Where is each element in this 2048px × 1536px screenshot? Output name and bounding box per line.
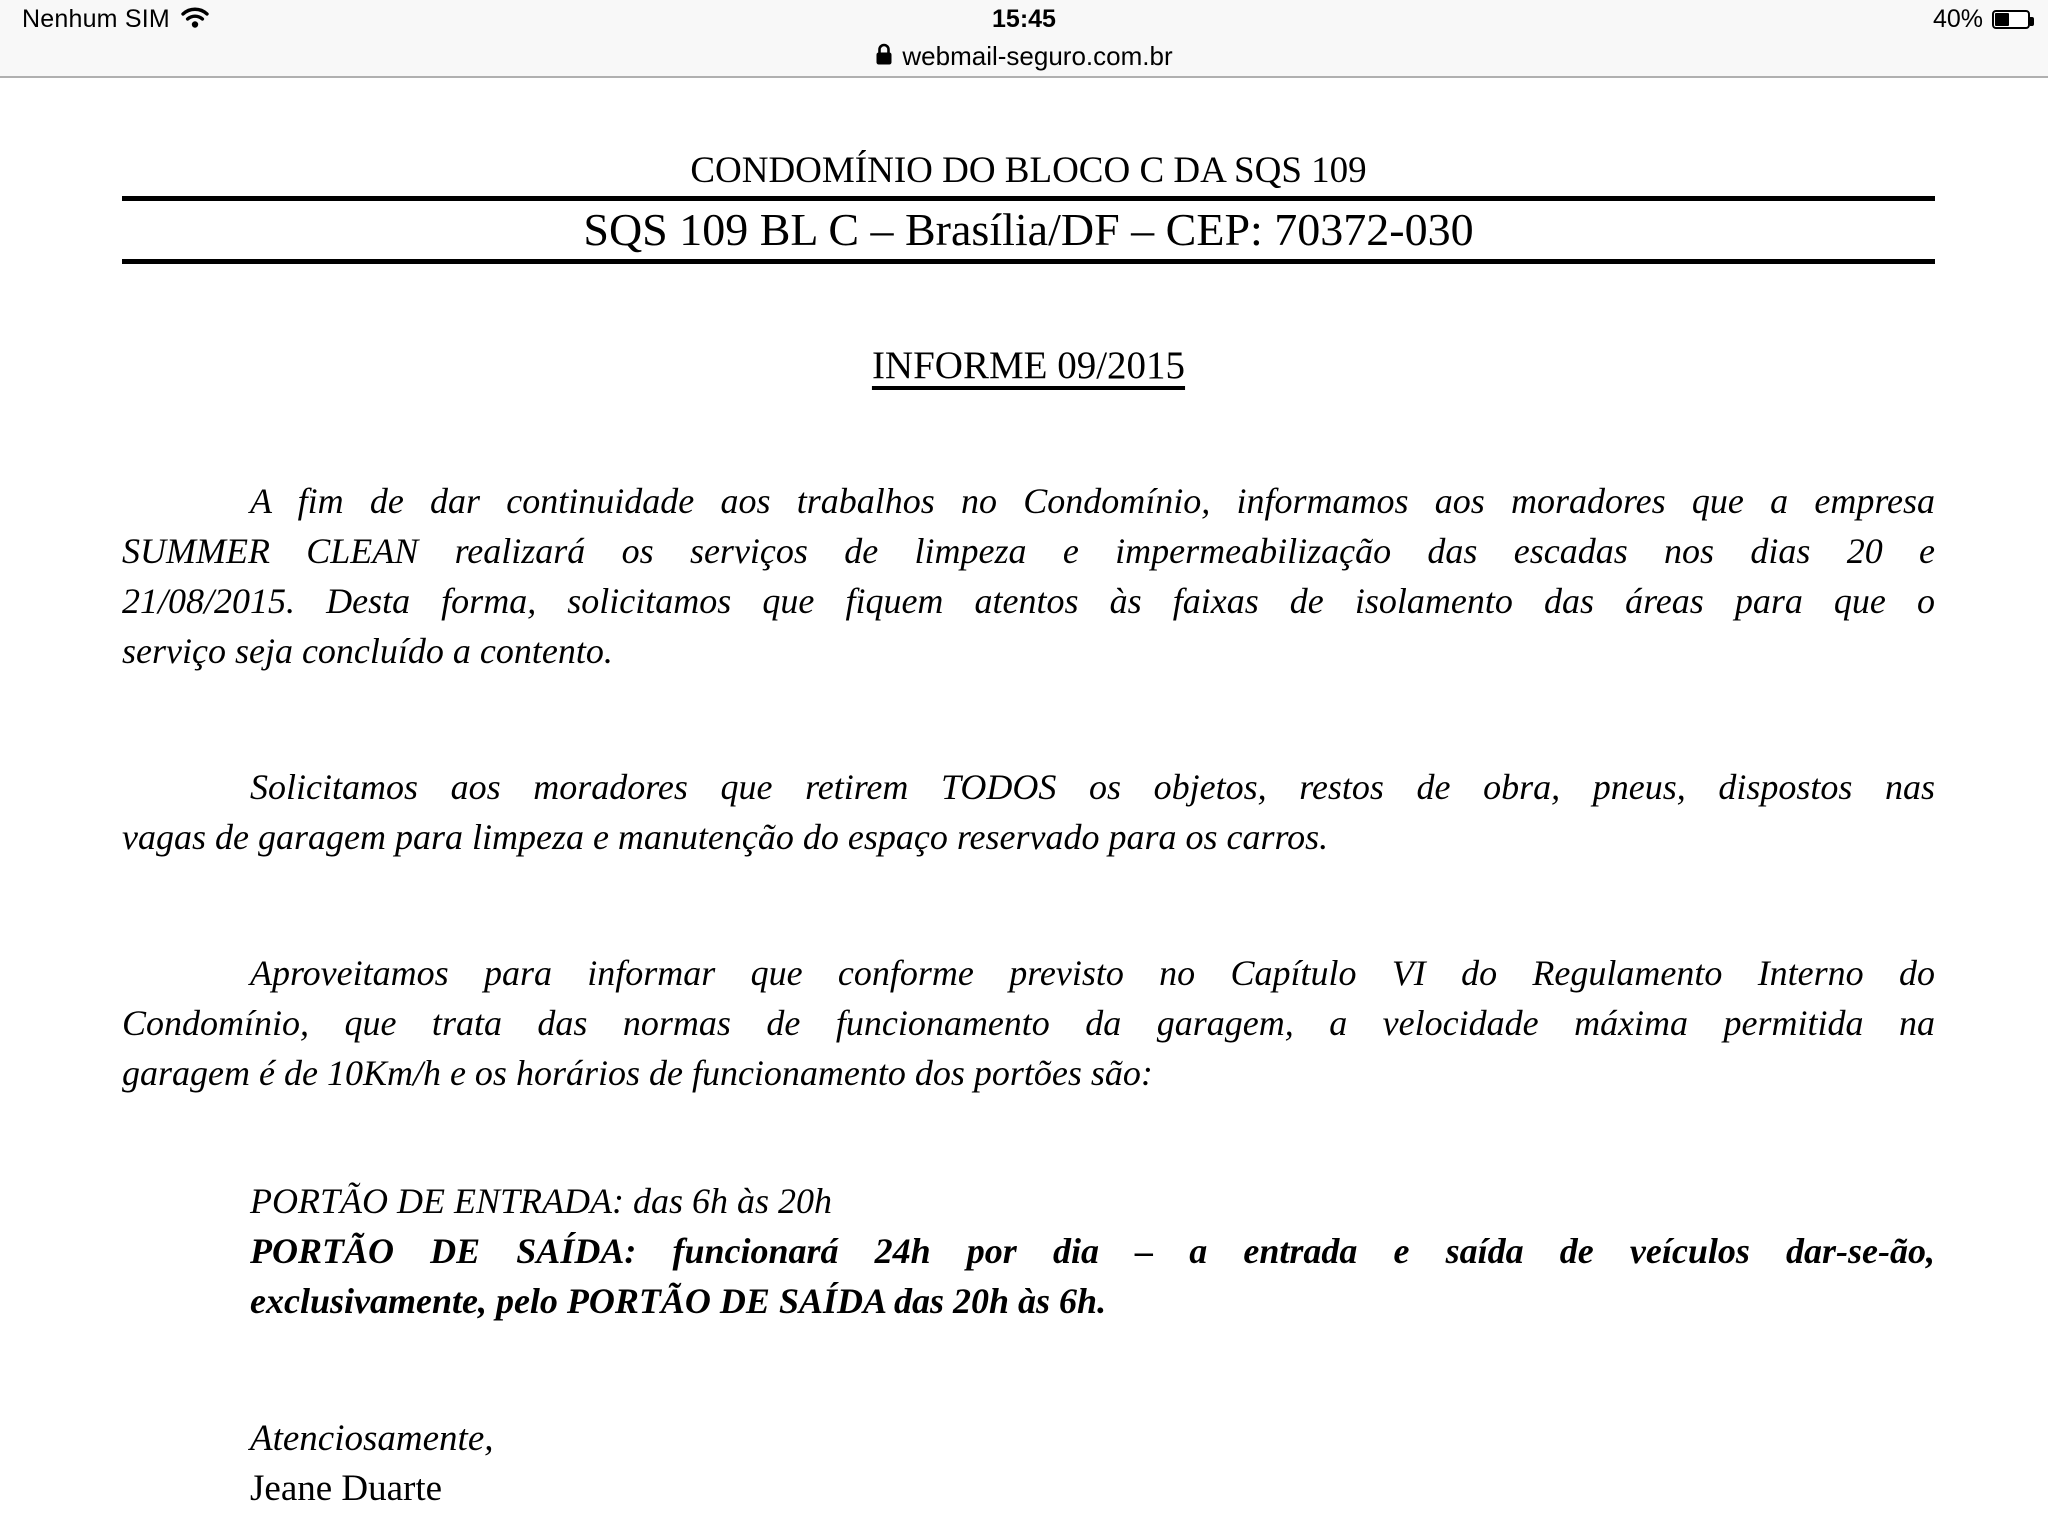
paragraph-line: 21/08/2015. Desta forma, solicitamos que fiquem atentos às faixas de isolamento das áreas para que o	[122, 581, 1935, 621]
gate-hours-block	[250, 1176, 1935, 1326]
status-bar	[0, 0, 2048, 38]
carrier-label: Nenhum SIM	[22, 4, 170, 33]
paragraph-garage-objects	[122, 762, 1935, 862]
status-right-cluster	[1933, 0, 2030, 38]
paragraph-line: garagem é de 10Km/h e os horários de funcionamento dos portões são:	[122, 1053, 1153, 1093]
battery-nub	[2030, 17, 2034, 26]
paragraph-line: Aproveitamos para informar que conforme previsto no Capítulo VI do Regulamento Interno do	[250, 953, 1935, 993]
signature-name: Jeane Duarte	[250, 1468, 443, 1509]
battery-percent-label: 40%	[1932, 4, 1983, 33]
closing-line: Atenciosamente,	[250, 1418, 494, 1459]
lock-icon	[875, 42, 893, 71]
battery-fill	[1995, 13, 2009, 26]
paragraph-line: serviço seja concluído a contento.	[122, 631, 613, 671]
paragraph-cleaning-notice	[122, 476, 1935, 676]
status-clock: 15:45	[992, 4, 1056, 33]
url-domain: webmail-seguro.com.br	[902, 40, 1173, 71]
signature-block	[122, 1414, 1935, 1514]
gate-saida-line: exclusivamente, pelo PORTÃO DE SAÍDA das 20h às 6h.	[250, 1281, 1107, 1321]
document-subtitle: SQS 109 BL C – Brasília/DF – CEP: 70372-030	[583, 204, 1474, 255]
gate-saida-line: PORTÃO DE SAÍDA: funcionará 24h por dia – a entrada e saída de veículos dar-se-ão,	[250, 1231, 1935, 1271]
document-page	[0, 80, 2048, 1536]
paragraph-line: SUMMER CLEAN realizará os serviços de limpeza e impermeabilização das escadas nos dias 20 e	[122, 531, 1935, 571]
horizontal-rule-top	[122, 196, 1935, 201]
paragraph-line: Condomínio, que trata das normas de funcionamento da garagem, a velocidade máxima permitida na	[122, 1003, 1935, 1043]
informe-heading: INFORME 09/2015	[871, 344, 1186, 387]
horizontal-rule-bottom	[122, 259, 1935, 264]
paragraph-garage-rules	[122, 948, 1935, 1098]
url-bar[interactable]	[0, 36, 2048, 76]
battery-icon	[1992, 10, 2030, 29]
gate-entrada-line: PORTÃO DE ENTRADA: das 6h às 20h	[250, 1181, 832, 1221]
browser-chrome	[0, 0, 2048, 78]
paragraph-line: vagas de garagem para limpeza e manutenção do espaço reservado para os carros.	[122, 817, 1329, 857]
document-title: CONDOMÍNIO DO BLOCO C DA SQS 109	[690, 150, 1367, 191]
paragraph-line: Solicitamos aos moradores que retirem TODOS os objetos, restos de obra, pneus, dispostos nas	[250, 767, 1935, 807]
paragraph-line: A fim de dar continuidade aos trabalhos no Condomínio, informamos aos moradores que a empresa	[250, 481, 1935, 521]
